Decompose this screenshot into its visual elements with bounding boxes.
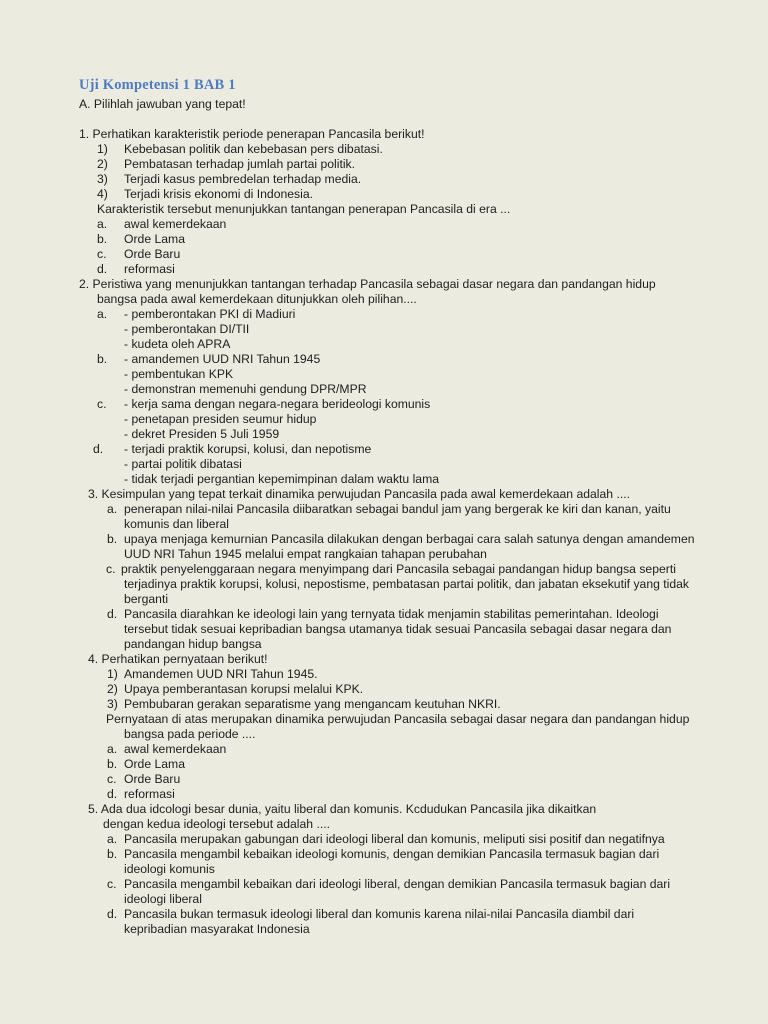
option-letter: b.	[107, 532, 118, 546]
option-letter: a.	[97, 307, 108, 321]
option-text: - pemberontakan DI/TII	[124, 322, 250, 336]
option-text: komunis dan liberal	[124, 517, 230, 531]
page-title: Uji Kompetensi 1 BAB 1	[79, 77, 236, 93]
option-letter: b.	[97, 232, 108, 246]
option-text: pandangan hidup bangsa	[124, 637, 262, 651]
option-letter: c.	[107, 877, 117, 891]
option-text: upaya menjaga kemurnian Pancasila dilakukan dengan berbagai cara salah satunya dengan amandemen	[124, 532, 695, 546]
question-1-item-number: 2)	[97, 157, 108, 171]
question-4-item-number: 1)	[107, 667, 118, 681]
question-4-item-text: Upaya pemberantasan korupsi melalui KPK.	[124, 682, 364, 696]
option-text: Pancasila diarahkan ke ideologi lain yang ternyata tidak menjamin stabilitas pemerintahan. Ideologi	[124, 607, 659, 621]
option-letter: a.	[107, 502, 118, 516]
question-3-stem: 3. Kesimpulan yang tepat terkait dinamika perwujudan Pancasila pada awal kemerdekaan adalah ....	[88, 487, 630, 501]
question-1-prompt: Karakteristik tersebut menunjukkan tantangan penerapan Pancasila di era ...	[97, 202, 511, 216]
option-text: penerapan nilai-nilai Pancasila diibaratkan sebagai bandul jam yang bergerak ke kiri dan kanan, yaitu	[124, 502, 671, 516]
option-letter: c.	[107, 772, 117, 786]
option-letter: d.	[107, 607, 118, 621]
option-text: tersebut tidak sesuai kepribadian bangsa utamanya tidak sesuai Pancasila sebagai dasar negara dan	[124, 622, 672, 636]
option-letter: c.	[106, 562, 116, 576]
option-letter: a.	[107, 742, 118, 756]
question-1-item-text: Kebebasan politik dan kebebasan pers dibatasi.	[124, 142, 383, 156]
option-letter: c.	[97, 397, 107, 411]
option-text: praktik penyelenggaraan negara menyimpang dari Pancasila sebagai pandangan hidup bangsa seperti	[121, 562, 676, 576]
option-text: - pemberontakan PKI di Madiuri	[124, 307, 296, 321]
option-text: - pembentukan KPK	[124, 367, 234, 381]
option-text: UUD NRI Tahun 1945 melalui empat rangkaian tahapan perubahan	[124, 547, 487, 561]
question-1-item-text: Pembatasan terhadap jumlah partai politik.	[124, 157, 356, 171]
option-text: - partai politik dibatasi	[124, 457, 242, 471]
option-text: Orde Baru	[124, 772, 181, 786]
question-1-item-number: 4)	[97, 187, 108, 201]
option-letter: d.	[107, 787, 118, 801]
question-1-item-number: 3)	[97, 172, 108, 186]
option-text: awal kemerdekaan	[124, 217, 227, 231]
option-letter: c.	[97, 247, 107, 261]
question-1-item-number: 1)	[97, 142, 108, 156]
question-4-item-text: Pembubaran gerakan separatisme yang mengancam keutuhan NKRI.	[124, 697, 501, 711]
option-text: - tidak terjadi pergantian kepemimpinan dalam waktu lama	[124, 472, 440, 486]
option-text: - terjadi praktik korupsi, kolusi, dan nepotisme	[124, 442, 372, 456]
question-4-prompt-cont: bangsa pada periode ....	[124, 727, 256, 741]
option-text: reformasi	[124, 262, 175, 276]
option-text: - kerja sama dengan negara-negara berideologi komunis	[124, 397, 431, 411]
question-4-stem: 4. Perhatikan pernyataan berikut!	[88, 652, 268, 666]
option-text: - demonstran memenuhi gendung DPR/MPR	[124, 382, 367, 396]
question-2-stem: 2. Peristiwa yang menunjukkan tantangan terhadap Pancasila sebagai dasar negara dan pandangan hidup	[79, 277, 656, 291]
question-4-item-number: 2)	[107, 682, 118, 696]
question-1-stem: 1. Perhatikan karakteristik periode penerapan Pancasila berikut!	[79, 127, 425, 141]
option-text: ideologi liberal	[124, 892, 202, 906]
option-text: - penetapan presiden seumur hidup	[124, 412, 317, 426]
option-letter: d.	[93, 442, 104, 456]
question-1-item-text: Terjadi kasus pembredelan terhadap media.	[124, 172, 362, 186]
option-text: terjadinya praktik korupsi, kolusi, nepostisme, pembatasan partai politik, dan jabatan eksekutif yang tidak	[124, 577, 689, 591]
option-text: berganti	[124, 592, 169, 606]
option-letter: d.	[97, 262, 108, 276]
option-text: kepribadian masyarakat Indonesia	[124, 922, 310, 936]
question-4-item-text: Amandemen UUD NRI Tahun 1945.	[124, 667, 318, 681]
option-text: - amandemen UUD NRI Tahun 1945	[124, 352, 321, 366]
option-letter: a.	[97, 217, 108, 231]
question-4-prompt: Pernyataan di atas merupakan dinamika perwujudan Pancasila sebagai dasar negara dan pandangan hidup	[106, 712, 690, 726]
option-text: Pancasila mengambil kebaikan ideologi komunis, dengan demikian Pancasila termasuk bagian dari	[124, 847, 660, 861]
question-4-item-number: 3)	[107, 697, 118, 711]
option-text: ideologi komunis	[124, 862, 215, 876]
option-text: Pancasila merupakan gabungan dari ideologi liberal dan komunis, meliputi sisi positif dan negatifnya	[124, 832, 665, 846]
option-text: Orde Lama	[124, 757, 185, 771]
option-text: Pancasila bukan termasuk ideologi liberal dan komunis karena nilai-nilai Pancasila diambil dari	[124, 907, 635, 921]
question-5-stem-cont: dengan kedua ideologi tersebut adalah ....	[103, 817, 330, 831]
question-2-stem-cont: bangsa pada awal kemerdekaan ditunjukkan oleh pilihan....	[97, 292, 417, 306]
question-1-item-text: Terjadi krisis ekonomi di Indonesia.	[124, 187, 313, 201]
option-text: - dekret Presiden 5 Juli 1959	[124, 427, 280, 441]
option-text: Orde Baru	[124, 247, 181, 261]
option-text: Orde Lama	[124, 232, 185, 246]
option-text: reformasi	[124, 787, 175, 801]
option-text: awal kemerdekaan	[124, 742, 227, 756]
section-instruction: A. Pilihlah jawuban yang tepat!	[79, 97, 246, 111]
option-letter: d.	[107, 907, 118, 921]
option-text: - kudeta oleh APRA	[124, 337, 231, 351]
option-text: Pancasila mengambil kebaikan dari ideologi liberal, dengan demikian Pancasila termasuk bagian dari	[124, 877, 671, 891]
option-letter: a.	[107, 832, 118, 846]
option-letter: b.	[107, 757, 118, 771]
option-letter: b.	[97, 352, 108, 366]
option-letter: b.	[107, 847, 118, 861]
question-5-stem: 5. Ada dua idcologi besar dunia, yaitu liberal dan komunis. Kcdudukan Pancasila jika dikaitkan	[88, 802, 597, 816]
